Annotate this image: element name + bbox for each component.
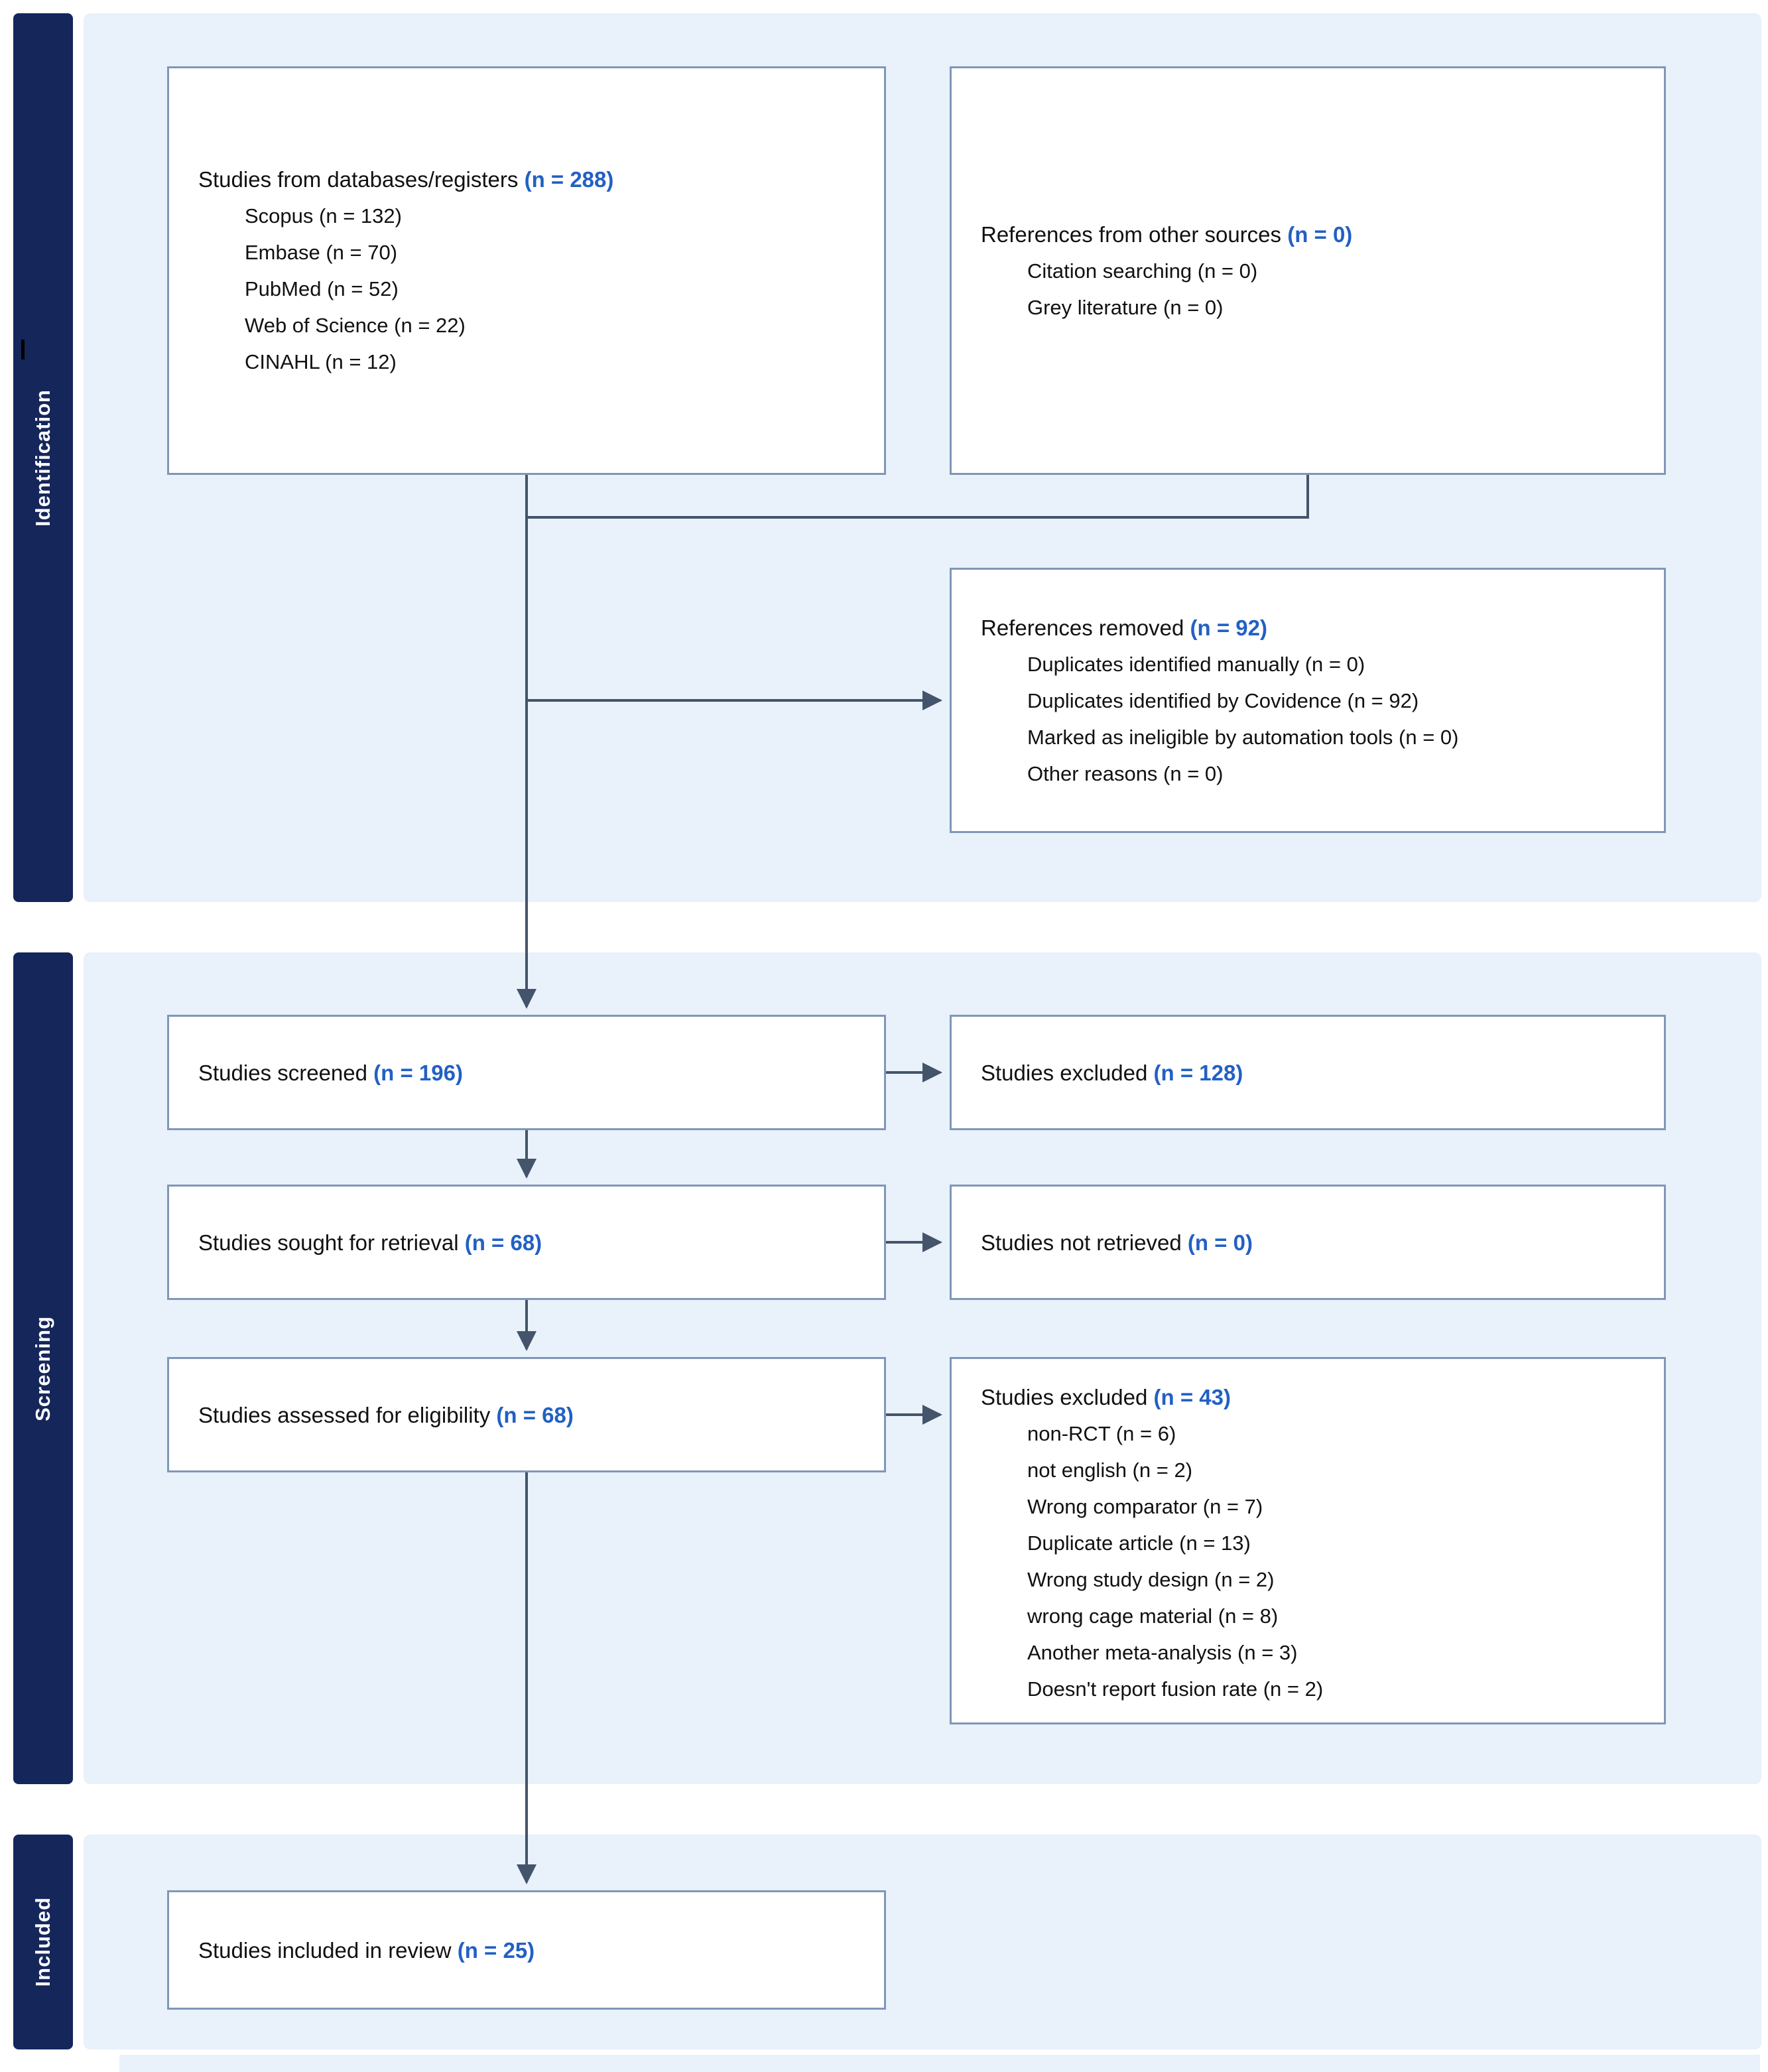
list-item: Grey literature (n = 0): [1027, 295, 1224, 319]
box-count: (n = 92): [1190, 615, 1267, 640]
box-title-line: [981, 216, 1644, 253]
box-count: (n = 288): [524, 167, 614, 192]
list-item: Duplicates identified by Covidence (n = 92): [1027, 688, 1419, 712]
box-studies-excluded-screening: [950, 1015, 1666, 1130]
list-item: not english (n = 2): [1027, 1458, 1193, 1482]
box-studies-screened: [167, 1015, 886, 1130]
box-title-line: [198, 1055, 864, 1091]
box-title-line: [981, 1224, 1644, 1261]
box-title-line: [981, 1379, 1644, 1415]
box-title-text: Studies excluded: [981, 1060, 1148, 1085]
box-other-sources: [950, 66, 1666, 475]
box-title-text: Studies not retrieved: [981, 1230, 1182, 1255]
list-item: Another meta-analysis (n = 3): [1027, 1641, 1298, 1664]
list-item: Doesn't report fusion rate (n = 2): [1027, 1677, 1324, 1701]
box-title-text: Studies from databases/registers: [198, 167, 519, 192]
box-title-line: [198, 1224, 864, 1261]
list-item: Wrong comparator (n = 7): [1027, 1495, 1263, 1518]
list-item: Scopus (n = 132): [245, 204, 402, 227]
list-item: Web of Science (n = 22): [245, 314, 466, 337]
box-studies-not-retrieved: [950, 1185, 1666, 1300]
box-count: (n = 0): [1187, 1230, 1253, 1255]
box-title-text: Studies excluded: [981, 1385, 1148, 1409]
list-item: Marked as ineligible by automation tools (n = 0): [1027, 725, 1459, 749]
list-item: non-RCT (n = 6): [1027, 1422, 1176, 1445]
list-item: wrong cage material (n = 8): [1027, 1604, 1279, 1628]
box-studies-sought: [167, 1185, 886, 1300]
box-studies-excluded-eligibility: [950, 1357, 1666, 1724]
box-count: (n = 128): [1153, 1060, 1243, 1085]
box-title-line: [198, 161, 864, 198]
sidebar-included: [13, 1835, 73, 2049]
box-count: (n = 0): [1287, 222, 1353, 247]
box-title-text: References from other sources: [981, 222, 1282, 247]
stray-mark: [21, 340, 25, 359]
list-item: Wrong study design (n = 2): [1027, 1568, 1275, 1591]
box-title-text: Studies assessed for eligibility: [198, 1402, 491, 1427]
sidebar-identification: [13, 13, 73, 902]
box-title-line: [981, 1055, 1644, 1091]
sidebar-screening: [13, 952, 73, 1784]
sidebar-screening-label: Screening: [31, 1315, 54, 1421]
box-count: (n = 43): [1153, 1385, 1231, 1409]
box-title-line: [198, 1932, 864, 1969]
sidebar-identification-label: Identification: [31, 389, 54, 527]
list-item: CINAHL (n = 12): [245, 350, 397, 373]
box-title-line: [981, 610, 1644, 646]
box-title-line: [198, 1397, 864, 1433]
box-studies-assessed: [167, 1357, 886, 1472]
clipped-panel-edge: [119, 2055, 1760, 2072]
list-item: Embase (n = 70): [245, 241, 398, 264]
box-title-text: Studies sought for retrieval: [198, 1230, 459, 1255]
list-item: Citation searching (n = 0): [1027, 259, 1258, 283]
box-title-text: Studies screened: [198, 1060, 367, 1085]
list-item: PubMed (n = 52): [245, 277, 399, 300]
box-count: (n = 196): [373, 1060, 463, 1085]
list-item: Other reasons (n = 0): [1027, 761, 1224, 785]
box-count: (n = 68): [496, 1402, 574, 1427]
list-item: Duplicates identified manually (n = 0): [1027, 652, 1365, 676]
box-studies-included: [167, 1890, 886, 2010]
sidebar-included-label: Included: [31, 1897, 54, 1987]
box-title-text: Studies included in review: [198, 1937, 452, 1963]
box-title-text: References removed: [981, 615, 1184, 640]
box-databases-registers: [167, 66, 886, 475]
box-count: (n = 25): [457, 1937, 535, 1963]
list-item: Duplicate article (n = 13): [1027, 1531, 1251, 1555]
box-count: (n = 68): [464, 1230, 542, 1255]
box-references-removed: [950, 568, 1666, 833]
